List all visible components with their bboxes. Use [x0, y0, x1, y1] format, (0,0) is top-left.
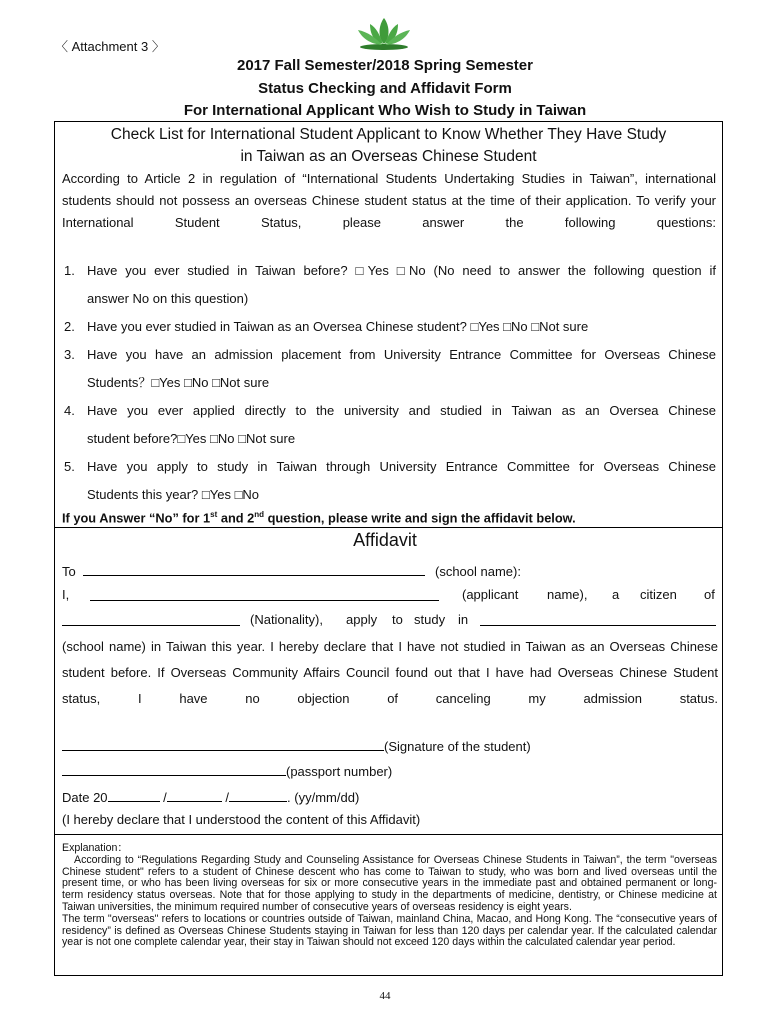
superscript: nd	[254, 510, 265, 519]
apply-label: apply	[346, 612, 378, 627]
answer-note	[62, 510, 576, 525]
date-format-label: . (yy/mm/dd)	[287, 790, 360, 805]
date-month-field[interactable]	[167, 788, 222, 802]
of-label: of	[704, 587, 715, 602]
to-label: to	[392, 612, 403, 627]
to-label: To	[62, 564, 76, 579]
question-text: Have you apply to study in Taiwan through University Entrance Committee for Overseas Chinese	[87, 459, 716, 474]
section-divider	[54, 527, 723, 528]
date-year-field[interactable]	[108, 788, 160, 802]
title-line-1: 2017 Fall Semester/2018 Spring Semester	[236, 57, 533, 74]
explanation-heading: Explanation：	[62, 842, 128, 854]
question-5	[62, 453, 716, 509]
question-number: 5.	[64, 459, 75, 474]
school-name-label: (school name):	[434, 564, 521, 579]
attachment-label: 〈 Attachment 3 〉	[55, 39, 165, 54]
affidavit-declaration: (school name) in Taiwan this year. I hereby declare that I have not studied in Taiwan as an Overseas Chinese student before. If Overseas Community Affairs Council found out that I have had Overseas Chinese Student status, I have no objection of canceling my admission status.	[62, 639, 718, 706]
passport-label: (passport number)	[286, 764, 393, 779]
checklist-intro: According to Article 2 in regulation of “International Students Undertaking Studies in Taiwan”, international students should not possess an overseas Chinese student status at the time of their application. To verify your International Student Status, please answer the following questions:	[62, 171, 716, 230]
question-3	[62, 341, 716, 397]
affidavit-name-line	[62, 587, 718, 605]
question-number: 2.	[64, 319, 75, 334]
date-separator: /	[225, 790, 230, 805]
nationality-label: (Nationality),	[250, 612, 323, 627]
school-field[interactable]	[480, 612, 716, 626]
affidavit-to-line	[62, 562, 718, 579]
applicant-name-field[interactable]	[90, 587, 439, 601]
question-text-cont: Students？□Yes □No □Not sure	[87, 375, 270, 390]
answer-note-text: If you Answer “No” for 1	[62, 510, 211, 526]
a-label: a	[612, 587, 620, 602]
understand-note: (I hereby declare that I understood the content of this Affidavit)	[62, 812, 421, 827]
affidavit-heading: Affidavit	[353, 530, 417, 550]
passport-field[interactable]	[62, 762, 286, 776]
title-line-3: For International Applicant Who Wish to Study in Taiwan	[183, 102, 587, 119]
page-number: 44	[379, 990, 391, 1002]
lotus-logo-icon	[352, 14, 416, 52]
question-2	[62, 313, 716, 341]
superscript: st	[210, 510, 218, 519]
signature-label: (Signature of the student)	[384, 739, 531, 754]
citizen-label: citizen	[640, 587, 677, 602]
signature-line	[62, 737, 718, 754]
date-day-field[interactable]	[229, 788, 287, 802]
question-text: Have you ever applied directly to the university and studied in Taiwan as an Oversea Chinese	[87, 403, 716, 418]
title-line-2: Status Checking and Affidavit Form	[258, 80, 512, 97]
nationality-field[interactable]	[62, 612, 240, 626]
date-label: Date 20	[62, 790, 108, 805]
explanation-body-2: The term "overseas" refers to locations or countries outside of Taiwan, mainland China, Macao, and Hong Kong. The “consecutive years of residency” is defined as Overseas Chinese Students staying in Taiwan for less than 120 days per calendar year. If the calculated calendar year is not one complete calendar year, their stay in Taiwan should not exceed 120 days within the calculated calendar year period.	[62, 912, 717, 949]
signature-field[interactable]	[62, 737, 384, 751]
answer-note-text: and 2	[217, 510, 255, 526]
i-label: I,	[62, 587, 70, 602]
passport-line	[62, 762, 718, 779]
question-4	[62, 397, 716, 453]
question-text-cont: answer No on this question)	[87, 291, 249, 306]
question-text: Have you ever studied in Taiwan before? □Yes □No (No need to answer the following question if	[87, 263, 716, 278]
date-separator: /	[163, 790, 167, 805]
affidavit-nationality-line	[62, 612, 718, 630]
applicant-label: (applicant	[462, 587, 519, 602]
question-text: Have you have an admission placement from University Entrance Committee for Overseas Chinese	[87, 347, 716, 362]
explanation-body-1: According to “Regulations Regarding Study and Counseling Assistance for Overseas Chinese Students in Taiwan”, the term "overseas Chinese student" refers to a student of Chinese descent who has come to Taiwan to study, who was born and lived overseas until the present time, or who has been living overseas for six or more consecutive years in the immediate past and obtained permanent or long-term residency status overseas. Note that for those applying to study in the departments of medicine, dentistry, or Chinese medicine at Taiwan universities, the minimum required number of consecutive years of overseas residency is eight years.	[62, 853, 717, 913]
study-label: study	[414, 612, 446, 627]
in-label: in	[458, 612, 469, 627]
question-number: 4.	[64, 403, 75, 418]
answer-note-text: question, please write and sign the affidavit below.	[264, 510, 576, 526]
checklist-title-line-2: in Taiwan as an Overseas Chinese Student	[240, 148, 537, 165]
section-divider	[54, 834, 723, 835]
checklist-title-line-1: Check List for International Student Applicant to Know Whether They Have Study	[110, 126, 667, 143]
question-number: 1.	[64, 263, 75, 278]
explanation-block	[62, 843, 717, 949]
date-line	[62, 788, 718, 805]
question-text: Have you ever studied in Taiwan as an Oversea Chinese student? □Yes □No □Not sure	[87, 319, 589, 334]
question-text-cont: Students this year? □Yes □No	[87, 487, 260, 502]
name-label: name),	[547, 587, 588, 602]
school-name-field[interactable]	[83, 562, 425, 576]
question-text-cont: student before?□Yes □No □Not sure	[87, 431, 296, 446]
question-1	[62, 257, 716, 313]
question-number: 3.	[64, 347, 75, 362]
